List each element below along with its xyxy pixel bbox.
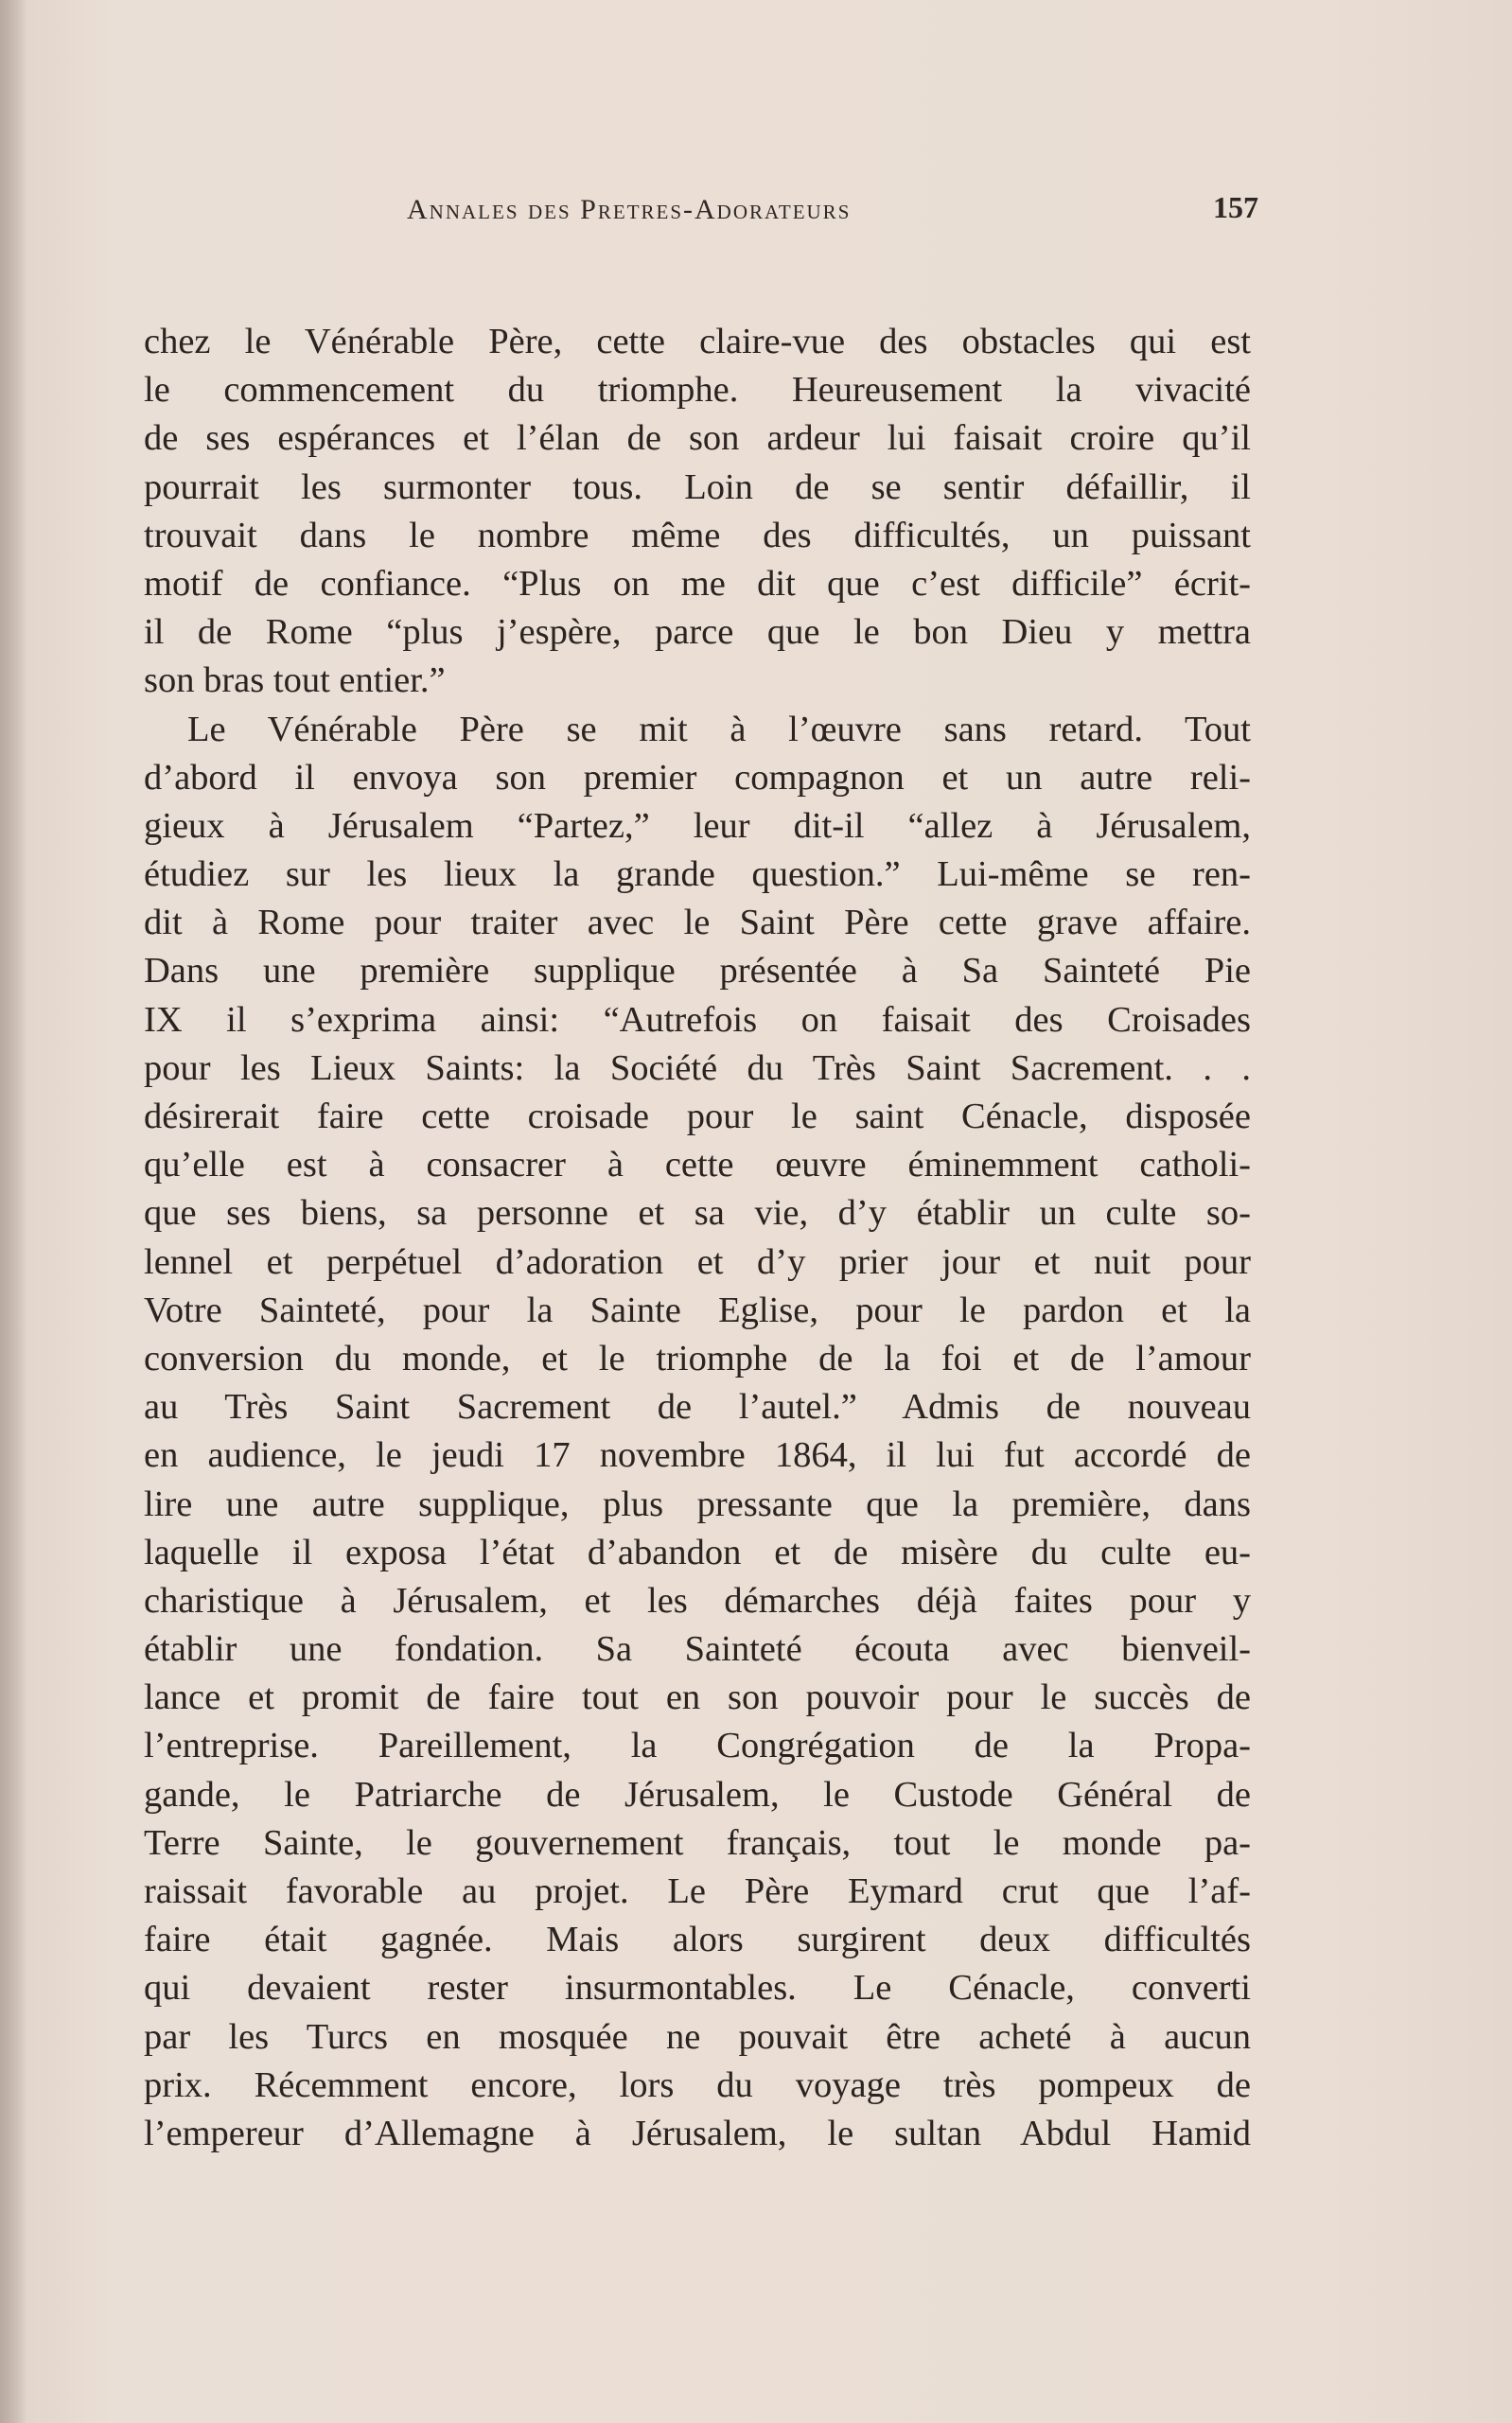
text-line: il de Rome “plus j’espère, parce que le bon Dieu y mettra <box>144 612 1251 653</box>
running-head <box>142 190 1258 241</box>
text-line: Le Vénérable Père se mit à l’œuvre sans retard. Tout <box>187 709 1251 749</box>
text-line: l’entreprise. Pareillement, la Congrégation de la Propa- <box>144 1726 1251 1766</box>
text-line: son bras tout entier.” <box>144 660 446 701</box>
text-line: faire était gagnée. Mais alors surgirent deux difficultés <box>144 1920 1251 1960</box>
text-line: l’empereur d’Allemagne à Jérusalem, le sultan Abdul Hamid <box>144 2113 1251 2153</box>
text-line: charistique à Jérusalem, et les démarches déjà faites pour y <box>144 1580 1251 1621</box>
text-line: conversion du monde, et le triomphe de la foi et de l’amour <box>144 1338 1251 1378</box>
text-line: établir une fondation. Sa Sainteté écouta avec bienveil- <box>144 1629 1251 1670</box>
text-line: étudiez sur les lieux la grande question.” Lui-même se ren- <box>144 854 1251 895</box>
text-line: gande, le Patriarche de Jérusalem, le Custode Général de <box>144 1774 1251 1815</box>
text-line: en audience, le jeudi 17 novembre 1864, il lui fut accordé de <box>144 1435 1251 1476</box>
text-line: chez le Vénérable Père, cette claire-vue des obstacles qui est <box>144 322 1251 361</box>
text-line: pour les Lieux Saints: la Société du Très Saint Sacrement. . . <box>144 1047 1251 1088</box>
text-line: le commencement du triomphe. Heureusement la vivacité <box>144 370 1251 411</box>
text-line: qui devaient rester insurmontables. Le Cénacle, converti <box>144 1968 1251 2009</box>
text-line: gieux à Jérusalem “Partez,” leur dit-il “allez à Jérusalem, <box>144 805 1251 846</box>
text-line: dit à Rome pour traiter avec le Saint Père cette grave affaire. <box>144 903 1251 943</box>
text-line: qu’elle est à consacrer à cette œuvre éminemment catholi- <box>144 1145 1251 1185</box>
text-line: lance et promit de faire tout en son pouvoir pour le succès de <box>144 1677 1251 1718</box>
text-line: Terre Sainte, le gouvernement français, tout le monde pa- <box>144 1822 1251 1863</box>
text-line: désirerait faire cette croisade pour le saint Cénacle, disposée <box>144 1097 1251 1136</box>
body-text <box>144 318 1251 2158</box>
text-line: Votre Sainteté, pour la Sainte Eglise, pour le pardon et la <box>144 1290 1251 1330</box>
text-line: au Très Saint Sacrement de l’autel.” Admis de nouveau <box>144 1387 1251 1428</box>
text-line: prix. Récemment encore, lors du voyage très pompeux de <box>144 2064 1251 2105</box>
text-line: de ses espérances et l’élan de son ardeur lui faisait croire qu’il <box>144 418 1251 459</box>
text-line: Dans une première supplique présentée à Sa Sainteté Pie <box>144 951 1251 992</box>
text-line: lire une autre supplique, plus pressante que la première, dans <box>144 1484 1251 1524</box>
text-line: lennel et perpétuel d’adoration et d’y prier jour et nuit pour <box>144 1241 1251 1282</box>
text-line: trouvait dans le nombre même des difficultés, un puissant <box>144 515 1251 555</box>
text-line: raissait favorable au projet. Le Père Eymard crut que l’af- <box>144 1871 1251 1911</box>
text-line: motif de confiance. “Plus on me dit que c’est difficile” écrit- <box>144 563 1251 604</box>
text-line: IX il s’exprima ainsi: “Autrefois on faisait des Croisades <box>144 999 1251 1040</box>
text-line: laquelle il exposa l’état d’abandon et de misère du culte eu- <box>144 1532 1251 1572</box>
text-line: pourrait les surmonter tous. Loin de se sentir défaillir, il <box>144 466 1251 507</box>
text-line: par les Turcs en mosquée ne pouvait être acheté à aucun <box>144 2016 1251 2057</box>
running-title: Annales des Pretres-Adorateurs <box>407 194 852 225</box>
book-spine-shadow <box>0 0 26 2423</box>
text-line: d’abord il envoya son premier compagnon et un autre reli- <box>144 757 1251 798</box>
text-line: que ses biens, sa personne et sa vie, d’y établir un culte so- <box>144 1193 1251 1234</box>
page-number: 157 <box>1213 190 1258 224</box>
